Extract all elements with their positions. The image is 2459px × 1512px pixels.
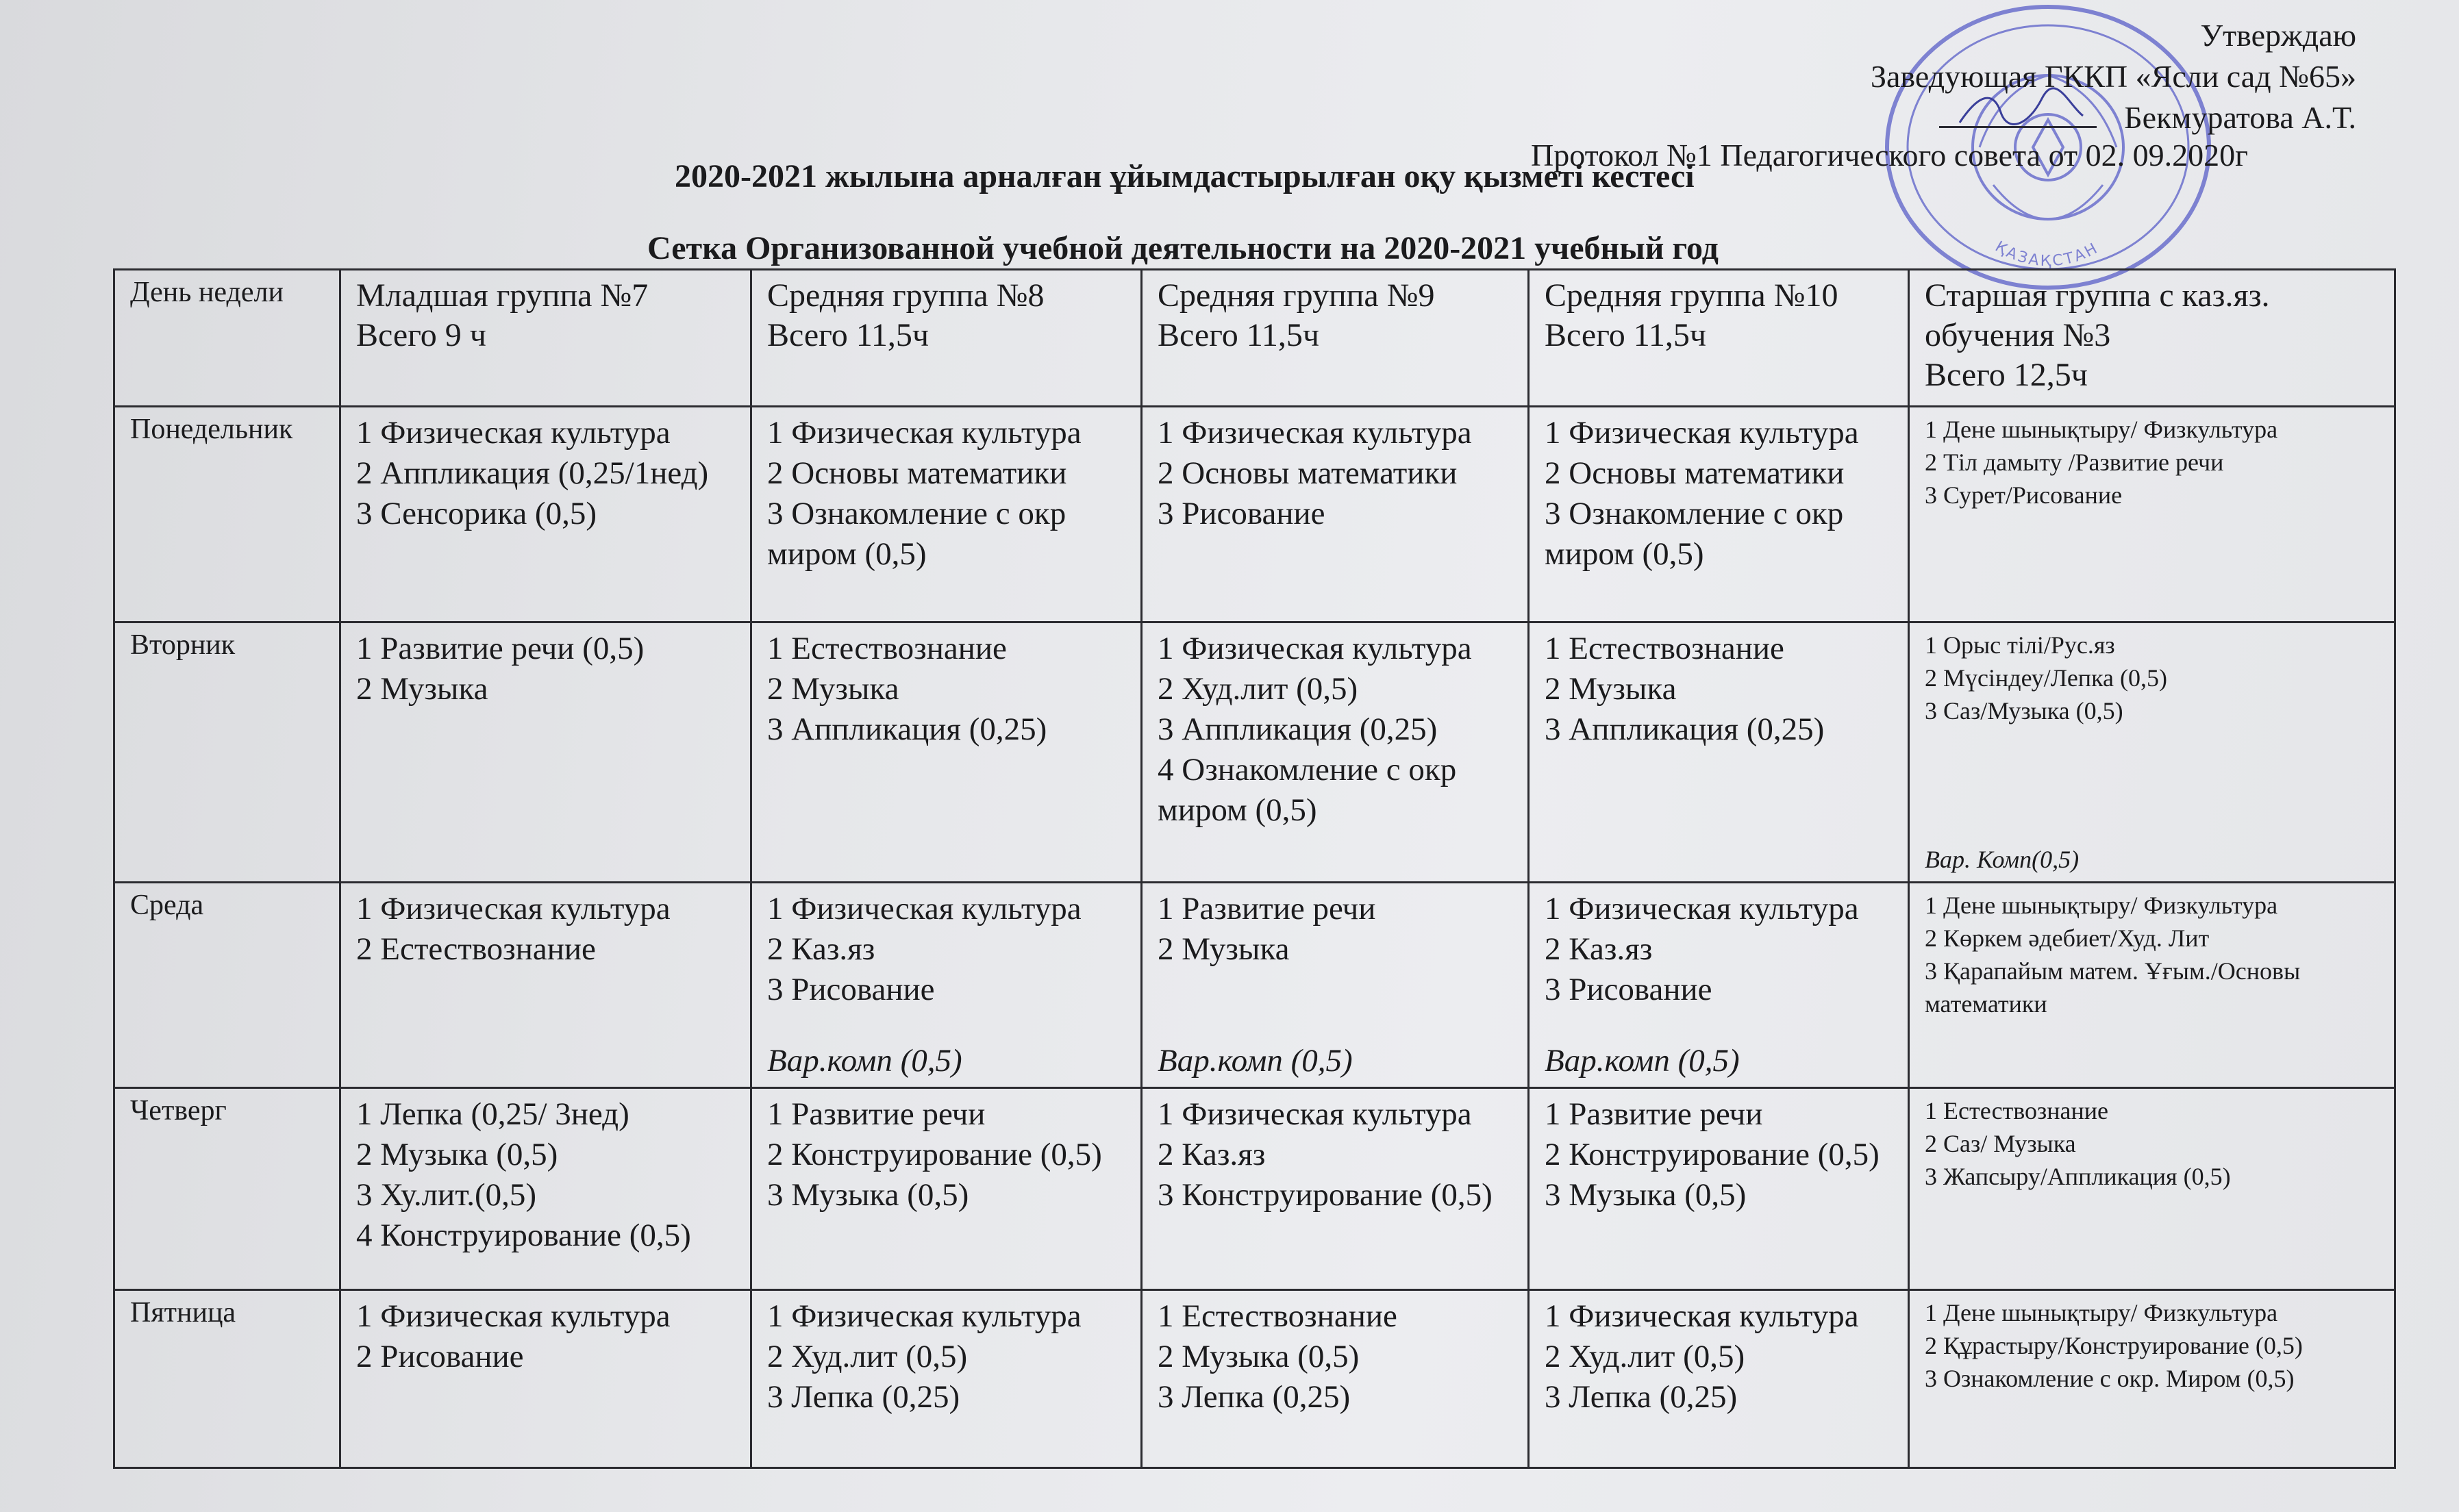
- seal-text: ҚАЗАҚСТАН: [1992, 238, 2102, 270]
- group-hours: Всего 12,5ч: [1925, 357, 2088, 393]
- lesson-line: 1 Физическая культура: [767, 891, 1082, 927]
- lesson-line: 3 Аппликация (0,25): [1545, 711, 1825, 747]
- schedule-cell: [1529, 622, 1909, 883]
- lesson-line: 1 Физическая культура: [1158, 1096, 1472, 1132]
- schedule-cell: [340, 622, 751, 883]
- schedule-cell: [751, 1290, 1142, 1468]
- cell-content: [1925, 1094, 2379, 1283]
- lesson-line: 3 Ху.лит.(0,5): [356, 1177, 537, 1213]
- lesson-line: 3 Конструирование (0,5): [1158, 1177, 1493, 1213]
- lesson-line: 3 Ознакомление с окр миром (0,5): [767, 496, 1066, 572]
- lesson-line: 2 Көркем әдебиет/Худ. Лит: [1925, 924, 2210, 952]
- column-header-group: [1142, 270, 1529, 407]
- cell-content: [1545, 629, 1893, 876]
- lesson-line: 2 Музыка: [1545, 671, 1677, 707]
- lesson-line: 2 Худ.лит (0,5): [1545, 1339, 1745, 1374]
- schedule-cell: [1529, 1088, 1909, 1290]
- schedule-cell: [751, 407, 1142, 622]
- schedule-cell: [751, 883, 1142, 1088]
- group-hours: Всего 11,5ч: [767, 317, 929, 353]
- lesson-line: 3 Ознакомление с окр миром (0,5): [1545, 496, 1844, 572]
- approval-title: Утверждаю: [2200, 18, 2356, 53]
- approval-block: [1871, 15, 2356, 138]
- lesson-line: 3 Музыка (0,5): [1545, 1177, 1747, 1213]
- cell-content: [767, 413, 1125, 616]
- lesson-line: 2 Музыка: [356, 671, 488, 707]
- group-name: Средняя группа №9: [1158, 277, 1435, 314]
- lesson-line: 1 Физическая культура: [767, 1298, 1082, 1334]
- lesson-line: 3 Ознакомление с окр. Миром (0,5): [1925, 1365, 2295, 1392]
- lesson-line: 2 Рисование: [356, 1339, 524, 1374]
- cell-content: [1545, 889, 1893, 1081]
- cell-content: [356, 889, 735, 1081]
- variable-component-note: Вар.комп (0,5): [1545, 1043, 1740, 1079]
- cell-content: [1158, 889, 1512, 1081]
- lesson-line: 1 Естествознание: [1925, 1097, 2109, 1124]
- schedule-cell: [340, 407, 751, 622]
- lesson-line: 1 Лепка (0,25/ 3нед): [356, 1096, 629, 1132]
- schedule-cell: [1142, 1088, 1529, 1290]
- schedule-cell: [1909, 883, 2395, 1088]
- schedule-cell: [340, 883, 751, 1088]
- cell-content: [767, 889, 1125, 1081]
- lesson-line: 2 Основы математики: [1545, 455, 1845, 491]
- lesson-line: 3 Рисование: [767, 972, 935, 1007]
- lesson-line: 2 Худ.лит (0,5): [767, 1339, 968, 1374]
- lesson-line: 2 Конструирование (0,5): [1545, 1137, 1880, 1172]
- lesson-line: 2 Тіл дамыту /Развитие речи: [1925, 449, 2224, 476]
- schedule-cell: [1909, 407, 2395, 622]
- lesson-line: 1 Естествознание: [1545, 631, 1784, 666]
- lesson-line: 1 Физическая культура: [1545, 415, 1859, 451]
- lesson-line: 1 Физическая культура: [767, 415, 1082, 451]
- cell-content: [356, 629, 735, 876]
- table-header-row: [114, 270, 2395, 407]
- table-row: [114, 1088, 2395, 1290]
- cell-spacer: [1545, 1010, 1893, 1035]
- cell-content: [356, 1094, 735, 1283]
- lesson-line: 2 Музыка: [1158, 931, 1290, 967]
- schedule-cell: [1529, 1290, 1909, 1468]
- lesson-line: 1 Физическая культура: [1158, 631, 1472, 666]
- cell-content: [1545, 1094, 1893, 1283]
- cell-content: [1158, 413, 1512, 616]
- lesson-line: 1 Естествознание: [1158, 1298, 1397, 1334]
- lesson-line: 3 Аппликация (0,25): [1158, 711, 1438, 747]
- cell-spacer: [767, 1010, 1125, 1035]
- document-title-kazakh: 2020-2021 жылына арналған ұйымдастырылған оқу қызметі кестесі: [675, 158, 1695, 194]
- lesson-line: 1 Физическая культура: [356, 1298, 671, 1334]
- lesson-line: 2 Саз/ Музыка: [1925, 1130, 2076, 1157]
- cell-content: [767, 1094, 1125, 1283]
- cell-content: [1158, 1296, 1512, 1461]
- lesson-line: 1 Дене шынықтыру/ Физкультура: [1925, 1299, 2278, 1326]
- approval-name: Бекмуратова А.Т.: [2124, 100, 2356, 135]
- cell-content: [1545, 413, 1893, 616]
- lesson-line: 3 Аппликация (0,25): [767, 711, 1047, 747]
- lesson-line: 1 Физическая культура: [1545, 891, 1859, 927]
- approval-signature-row: [1871, 97, 2356, 138]
- cell-content: [356, 413, 735, 616]
- lesson-line: 1 Физическая культура: [1158, 415, 1472, 451]
- lesson-line: 1 Развитие речи (0,5): [356, 631, 645, 666]
- day-cell: Четверг: [114, 1088, 340, 1290]
- cell-content: [1925, 413, 2379, 616]
- group-name: Средняя группа №8: [767, 277, 1045, 314]
- lesson-line: 2 Каз.яз: [1545, 931, 1653, 967]
- lesson-line: 1 Развитие речи: [1158, 891, 1376, 927]
- schedule-cell: [1142, 1290, 1529, 1468]
- lesson-line: 2 Конструирование (0,5): [767, 1137, 1102, 1172]
- document-title-russian: Сетка Организованной учебной деятельности на 2020-2021 учебный год: [647, 230, 1719, 266]
- schedule-cell: [751, 622, 1142, 883]
- lesson-line: 2 Естествознание: [356, 931, 596, 967]
- lesson-line: 2 Құрастыру/Конструирование (0,5): [1925, 1332, 2303, 1359]
- signature-line: [1939, 99, 2097, 128]
- lesson-line: 2 Каз.яз: [1158, 1137, 1266, 1172]
- schedule-body: [114, 407, 2395, 1468]
- day-cell: Пятница: [114, 1290, 340, 1468]
- lesson-line: 2 Музыка (0,5): [356, 1137, 558, 1172]
- schedule-cell: [1909, 1290, 2395, 1468]
- lesson-line: 2 Мүсіндеу/Лепка (0,5): [1925, 664, 2167, 692]
- schedule-cell: [1142, 883, 1529, 1088]
- lesson-line: 3 Жапсыру/Аппликация (0,5): [1925, 1163, 2231, 1190]
- cell-content: [1925, 1296, 2379, 1461]
- lesson-line: 2 Музыка: [767, 671, 899, 707]
- schedule-table: [113, 268, 2396, 1469]
- group-hours: Всего 11,5ч: [1158, 317, 1320, 353]
- lesson-line: 1 Развитие речи: [1545, 1096, 1763, 1132]
- cell-spacer: [1925, 727, 2379, 837]
- schedule-cell: [751, 1088, 1142, 1290]
- cell-content: [767, 629, 1125, 876]
- cell-content: [1545, 1296, 1893, 1461]
- lesson-line: 1 Физическая культура: [1545, 1298, 1859, 1334]
- column-header-day: День недели: [114, 270, 340, 407]
- schedule-cell: [1142, 622, 1529, 883]
- variable-component-note: Вар.комп (0,5): [1158, 1043, 1353, 1079]
- lesson-line: 1 Физическая культура: [356, 891, 671, 927]
- cell-spacer: [1158, 970, 1512, 1035]
- lesson-line: 3 Қарапайым матем. Ұғым./Основы математики: [1925, 957, 2301, 1018]
- group-name: Младшая группа №7: [356, 277, 649, 314]
- lesson-line: 1 Естествознание: [767, 631, 1007, 666]
- lesson-line: 2 Основы математики: [1158, 455, 1458, 491]
- lesson-line: 3 Музыка (0,5): [767, 1177, 969, 1213]
- variable-component-note: Вар.комп (0,5): [767, 1043, 962, 1079]
- schedule-cell: [340, 1290, 751, 1468]
- variable-component-note: Вар. Комп(0,5): [1925, 846, 2080, 873]
- lesson-line: 1 Развитие речи: [767, 1096, 986, 1132]
- lesson-line: 2 Основы математики: [767, 455, 1067, 491]
- lesson-line: 3 Сенсорика (0,5): [356, 496, 597, 531]
- schedule-cell: [340, 1088, 751, 1290]
- column-header-group: [1909, 270, 2395, 407]
- day-cell: Среда: [114, 883, 340, 1088]
- lesson-line: 1 Орыс тілі/Рус.яз: [1925, 631, 2115, 659]
- day-cell: Понедельник: [114, 407, 340, 622]
- schedule-cell: [1529, 883, 1909, 1088]
- schedule-cell: [1909, 622, 2395, 883]
- day-cell: Вторник: [114, 622, 340, 883]
- approval-head: Заведующая ГККП «Ясли сад №65»: [1870, 59, 2356, 94]
- cell-content: [1925, 629, 2379, 876]
- lesson-line: 4 Ознакомление с окр миром (0,5): [1158, 752, 1457, 828]
- column-header-group: [340, 270, 751, 407]
- lesson-line: 2 Аппликация (0,25/1нед): [356, 455, 709, 491]
- lesson-line: 2 Каз.яз: [767, 931, 875, 967]
- cell-content: [1158, 629, 1512, 876]
- schedule-cell: [1529, 407, 1909, 622]
- signature-scribble: [1953, 85, 2090, 133]
- lesson-line: 3 Лепка (0,25): [767, 1379, 960, 1415]
- table-row: [114, 883, 2395, 1088]
- lesson-line: 3 Сурет/Рисование: [1925, 481, 2123, 509]
- cell-content: [767, 1296, 1125, 1461]
- lesson-line: 2 Музыка (0,5): [1158, 1339, 1360, 1374]
- lesson-line: 4 Конструирование (0,5): [356, 1218, 691, 1253]
- group-hours: Всего 9 ч: [356, 317, 486, 353]
- schedule-cell: [1909, 1088, 2395, 1290]
- lesson-line: 3 Лепка (0,25): [1158, 1379, 1351, 1415]
- column-header-group: [751, 270, 1142, 407]
- group-name: Старшая группа с каз.яз. обучения №3: [1925, 277, 2270, 353]
- table-row: [114, 1290, 2395, 1468]
- lesson-line: 1 Дене шынықтыру/ Физкультура: [1925, 416, 2278, 443]
- lesson-line: 3 Саз/Музыка (0,5): [1925, 697, 2123, 724]
- table-row: [114, 407, 2395, 622]
- schedule-cell: [1142, 407, 1529, 622]
- lesson-line: 1 Физическая культура: [356, 415, 671, 451]
- column-header-group: [1529, 270, 1909, 407]
- group-name: Средняя группа №10: [1545, 277, 1838, 314]
- protocol-line: Протокол №1 Педагогического совета от 02. 09.2020г: [1531, 138, 2248, 173]
- group-hours: Всего 11,5ч: [1545, 317, 1707, 353]
- lesson-line: 3 Рисование: [1545, 972, 1712, 1007]
- cell-content: [1925, 889, 2379, 1081]
- lesson-line: 2 Худ.лит (0,5): [1158, 671, 1358, 707]
- lesson-line: 3 Рисование: [1158, 496, 1325, 531]
- lesson-line: 1 Дене шынықтыру/ Физкультура: [1925, 892, 2278, 919]
- table-row: [114, 622, 2395, 883]
- lesson-line: 3 Лепка (0,25): [1545, 1379, 1738, 1415]
- cell-content: [356, 1296, 735, 1461]
- cell-content: [1158, 1094, 1512, 1283]
